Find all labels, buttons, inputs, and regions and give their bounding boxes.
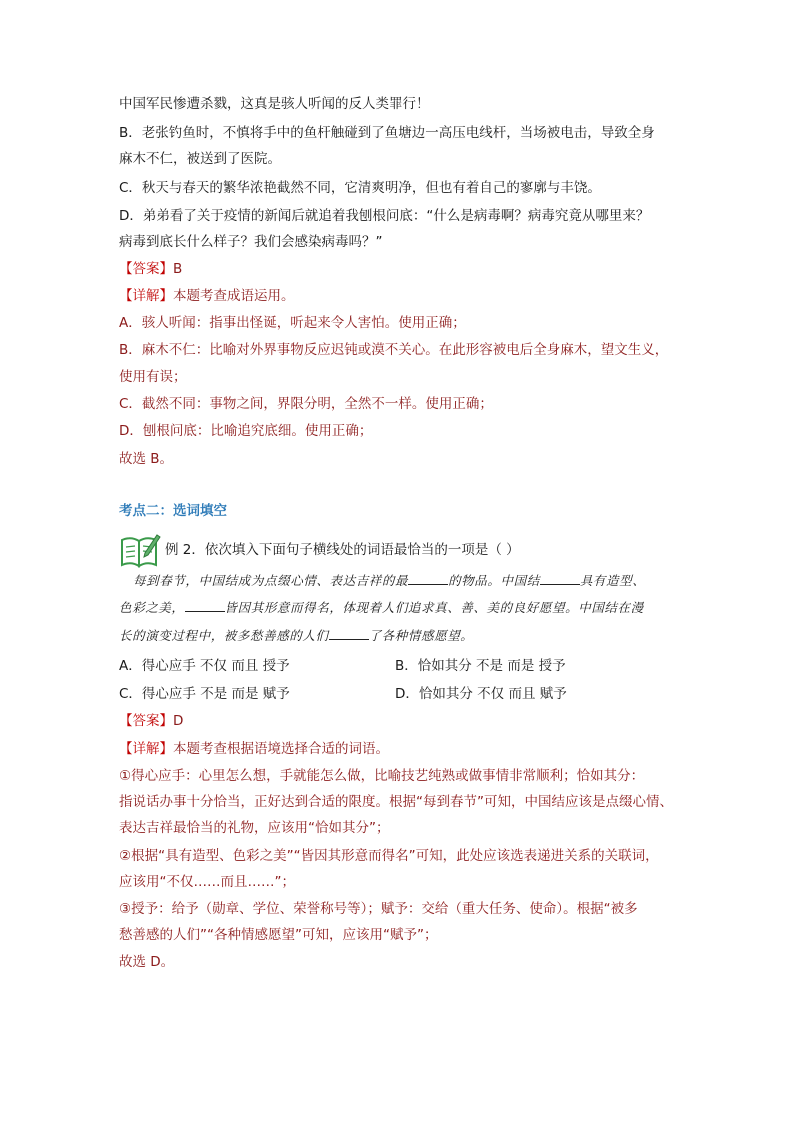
q1-option-d-line1: D．弟弟看了关于疫情的新闻后就追着我刨根问底：“什么是病毒啊？病毒究竟从哪里来？ — [119, 208, 650, 224]
blank-3 — [185, 599, 225, 612]
q1-tail: 中国军民惨遭杀戮，这真是骇人听闻的反人类罪行！ — [119, 96, 430, 112]
q1-option-b-line1: B．老张钓鱼时，不慎将手中的鱼杆触碰到了鱼塘边一高压电线杆，当场被电击，导致全身 — [119, 125, 655, 141]
q2-option-c: C．得心应手 不是 而是 赋予 — [119, 686, 290, 702]
q2-option-d: D．恰如其分 不仅 而且 赋予 — [395, 686, 567, 702]
q1-explain-d: D．刨根问底：比喻追究底细。使用正确； — [119, 423, 373, 439]
passage-line2 — [119, 598, 644, 618]
q2-detail-line — [119, 739, 389, 759]
q2-options-row2 — [119, 684, 567, 704]
q2-detail-intro: 本题考查根据语境选择合适的词语。 — [173, 741, 389, 757]
blank-1 — [408, 572, 448, 585]
section-title: 考点二：选词填空 — [119, 503, 227, 519]
q1-detail-intro: 本题考查成语运用。 — [173, 288, 295, 304]
passage-text: 皆因其形意而得名，体现着人们追求真、善、美的良好愿望。中国结在漫 — [224, 600, 644, 615]
q1-conclusion: 故选 B。 — [119, 451, 174, 467]
q1-option-b-line2: 麻木不仁，被送到了医院。 — [119, 151, 281, 167]
blank-4 — [329, 627, 369, 640]
passage-line1 — [133, 571, 645, 591]
q1-option-d-line2: 病毒到底长什么样子？我们会感染病毒吗？” — [119, 234, 383, 250]
q2-explain-3a: ③授予：给予（勋章、学位、荣誉称号等）；赋予：交给（重大任务、使命）。根据“被多 — [119, 901, 638, 917]
q1-answer: B — [173, 261, 183, 277]
q1-explain-c: C．截然不同：事物之间，界限分明，全然不一样。使用正确； — [119, 396, 493, 412]
book-pencil-icon — [119, 531, 161, 569]
passage-line3 — [119, 626, 473, 646]
passage-text: 长的演变过程中，被多愁善感的人们 — [119, 628, 329, 643]
blank-2 — [540, 572, 580, 585]
detail-tag: 【详解】 — [119, 741, 173, 757]
q2-answer: D — [173, 713, 184, 729]
q2-option-a: A．得心应手 不仅 而且 授予 — [119, 658, 290, 674]
q2-explain-2b: 应该用“不仅……而且……”； — [119, 874, 295, 890]
passage-text: 了各种情感愿望。 — [368, 628, 474, 643]
answer-tag: 【答案】 — [119, 713, 173, 729]
passage-text: 每到春节，中国结成为点缀心情、表达吉祥的最 — [133, 573, 409, 588]
detail-tag: 【详解】 — [119, 288, 173, 304]
q2-options-row1 — [119, 656, 566, 676]
q1-answer-line — [119, 259, 182, 279]
q2-option-b: B．恰如其分 不是 而是 授予 — [395, 658, 566, 674]
q1-explain-a: A．骇人听闻：指事出怪诞，听起来令人害怕。使用正确； — [119, 315, 466, 331]
q1-explain-b-line2: 使用有误； — [119, 369, 187, 385]
q1-detail-line — [119, 286, 295, 306]
q2-explain-1b: 指说话办事十分恰当，正好达到合适的限度。根据“每到春节”可知，中国结应该是点缀心情、 — [119, 794, 673, 810]
answer-tag: 【答案】 — [119, 261, 173, 277]
q2-explain-1a: ①得心应手：心里怎么想，手就能怎么做，比喻技艺纯熟或做事情非常顺利；恰如其分： — [119, 768, 645, 784]
q2-stem: 例 2．依次填入下面句子横线处的词语最恰当的一项是（ ） — [165, 542, 520, 558]
q1-option-c: C．秋天与春天的繁华浓艳截然不同，它清爽明净，但也有着自己的寥廓与丰饶。 — [119, 180, 601, 196]
q2-conclusion: 故选 D。 — [119, 954, 175, 970]
q2-explain-3b: 愁善感的人们”“各种情感愿望”可知，应该用“赋予”； — [119, 927, 438, 943]
passage-text: 的物品。中国结 — [448, 573, 540, 588]
q2-answer-line — [119, 711, 183, 731]
q2-explain-2a: ②根据“具有造型、色彩之美”“皆因其形意而得名”可知，此处应该选表递进关系的关联词， — [119, 848, 659, 864]
passage-text: 色彩之美， — [119, 600, 185, 615]
q1-explain-b-line1: B．麻木不仁：比喻对外界事物反应迟钝或漠不关心。在此形容被电后全身麻木，望文生义， — [119, 342, 669, 358]
q2-explain-1c: 表达吉祥最恰当的礼物，应该用“恰如其分”； — [119, 820, 390, 836]
passage-text: 具有造型、 — [579, 573, 646, 588]
